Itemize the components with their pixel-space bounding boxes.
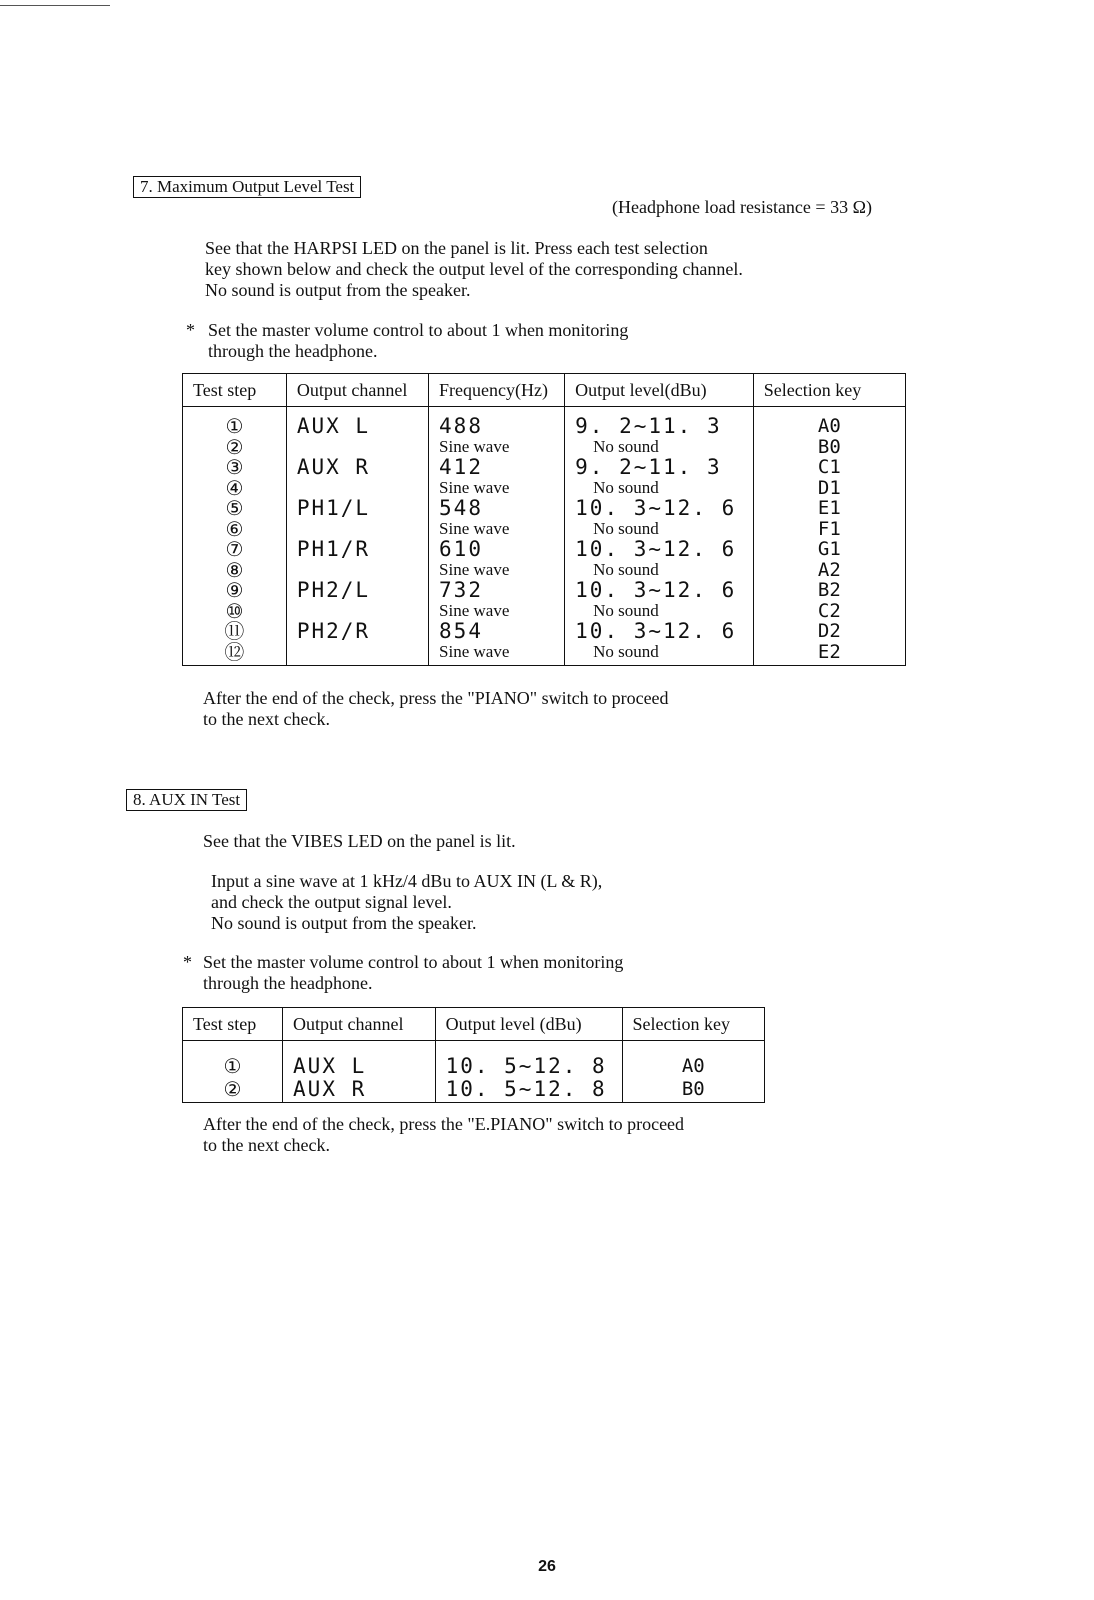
output-level: 10. 5~12. 8 [435,1078,622,1103]
test-step: ⑤ [183,497,287,520]
text-line: through the headphone. [203,973,373,993]
header-selection-key: Selection key [753,374,905,407]
section-8-instructions [211,871,602,934]
test-step: ⑥ [183,520,287,538]
text-line: No sound is output from the speaker. [211,913,477,933]
selection-key: A0 [753,407,905,439]
output-level: 10. 3~12. 6 [565,620,754,643]
test-step: ① [183,407,287,439]
frequency: Sine wave [429,520,565,538]
table-row [183,561,906,579]
output-level: 9. 2~11. 3 [565,456,754,479]
text-line: Set the master volume control to about 1 when monitoring [208,320,629,340]
frequency: Sine wave [429,561,565,579]
frequency: 548 [429,497,565,520]
selection-key: A2 [753,561,905,579]
selection-key: D2 [753,620,905,643]
table-row [183,479,906,497]
test-step: ④ [183,479,287,497]
output-channel [286,643,428,666]
output-level: No sound [565,479,754,497]
text-line: to the next check. [203,1135,330,1155]
selection-key: D1 [753,479,905,497]
table-row [183,438,906,456]
header-output-channel: Output channel [286,374,428,407]
table-row [183,1041,765,1079]
frequency: 732 [429,579,565,602]
table-row [183,520,906,538]
output-channel: AUX R [286,456,428,479]
table-row [183,407,906,439]
selection-key: B0 [622,1078,764,1103]
selection-key: E1 [753,497,905,520]
output-level: No sound [565,438,754,456]
section-7-instructions [205,238,743,301]
test-step: ⑩ [183,602,287,620]
text-line: and check the output signal level. [211,892,452,912]
asterisk-icon: * [183,952,192,972]
test-step: ⑦ [183,538,287,561]
table-row [183,1078,765,1103]
table-header-row [183,374,906,407]
output-channel [286,561,428,579]
section-8-after-note [203,1114,684,1156]
aux-in-table [182,1007,765,1103]
frequency: 610 [429,538,565,561]
text-line: Input a sine wave at 1 kHz/4 dBu to AUX IN (L & R), [211,871,603,891]
table-row [183,456,906,479]
text-line: After the end of the check, press the "E.PIANO" switch to proceed [203,1114,685,1134]
output-channel [286,479,428,497]
header-output-level: Output level(dBu) [565,374,754,407]
test-step: ② [183,438,287,456]
test-step: ⑫ [183,643,287,666]
output-channel: PH1/L [286,497,428,520]
header-test-step: Test step [183,1008,283,1041]
selection-key: G1 [753,538,905,561]
test-step: ⑨ [183,579,287,602]
frequency: Sine wave [429,602,565,620]
frequency: 488 [429,407,565,439]
output-level: No sound [565,643,754,666]
selection-key: C2 [753,602,905,620]
output-level: 10. 3~12. 6 [565,538,754,561]
table-row [183,643,906,666]
text-line: to the next check. [203,709,330,729]
table-row [183,538,906,561]
test-step: ① [183,1041,283,1079]
asterisk-icon: * [186,320,195,340]
text-line: After the end of the check, press the "PIANO" switch to proceed [203,688,669,708]
output-channel: PH2/L [286,579,428,602]
text-line: See that the HARPSI LED on the panel is lit. Press each test selection [205,238,708,258]
test-step: ⑪ [183,620,287,643]
text-line: key shown below and check the output level of the corresponding channel. [205,259,743,279]
output-channel: AUX L [283,1041,436,1079]
selection-key: A0 [622,1041,764,1079]
header-test-step: Test step [183,374,287,407]
section-8-led-note: See that the VIBES LED on the panel is lit. [203,831,516,851]
frequency: 854 [429,620,565,643]
top-scan-line [0,5,110,6]
header-selection-key: Selection key [622,1008,764,1041]
output-channel: PH1/R [286,538,428,561]
frequency: Sine wave [429,643,565,666]
selection-key: E2 [753,643,905,666]
text-line: No sound is output from the speaker. [205,280,471,300]
output-level: 9. 2~11. 3 [565,407,754,439]
header-output-level: Output level (dBu) [435,1008,622,1041]
output-channel: AUX L [286,407,428,439]
selection-key: B0 [753,438,905,456]
output-channel: AUX R [283,1078,436,1103]
table-row [183,620,906,643]
selection-key: C1 [753,456,905,479]
output-channel [286,438,428,456]
output-channel [286,602,428,620]
output-level: No sound [565,602,754,620]
output-channel: PH2/R [286,620,428,643]
section-8-title: 8. AUX IN Test [126,789,247,811]
output-channel [286,520,428,538]
test-step: ③ [183,456,287,479]
max-output-table [182,373,906,666]
frequency: 412 [429,456,565,479]
frequency: Sine wave [429,438,565,456]
section-7-title: 7. Maximum Output Level Test [133,176,361,198]
output-level: No sound [565,561,754,579]
headphone-load-note: (Headphone load resistance = 33 Ω) [612,197,872,217]
output-level: 10. 5~12. 8 [435,1041,622,1079]
page-number: 26 [538,1558,556,1575]
section-7-after-note [203,688,669,730]
selection-key: B2 [753,579,905,602]
text-line: Set the master volume control to about 1 when monitoring [203,952,624,972]
header-frequency: Frequency(Hz) [429,374,565,407]
section-7-volume-note [208,320,628,362]
test-step: ⑧ [183,561,287,579]
selection-key: F1 [753,520,905,538]
frequency: Sine wave [429,479,565,497]
test-step: ② [183,1078,283,1103]
output-level: 10. 3~12. 6 [565,579,754,602]
table-row [183,497,906,520]
text-line: through the headphone. [208,341,378,361]
header-output-channel: Output channel [283,1008,436,1041]
table-row [183,602,906,620]
table-header-row [183,1008,765,1041]
output-level: 10. 3~12. 6 [565,497,754,520]
table-row [183,579,906,602]
section-8-volume-note [203,952,623,994]
output-level: No sound [565,520,754,538]
